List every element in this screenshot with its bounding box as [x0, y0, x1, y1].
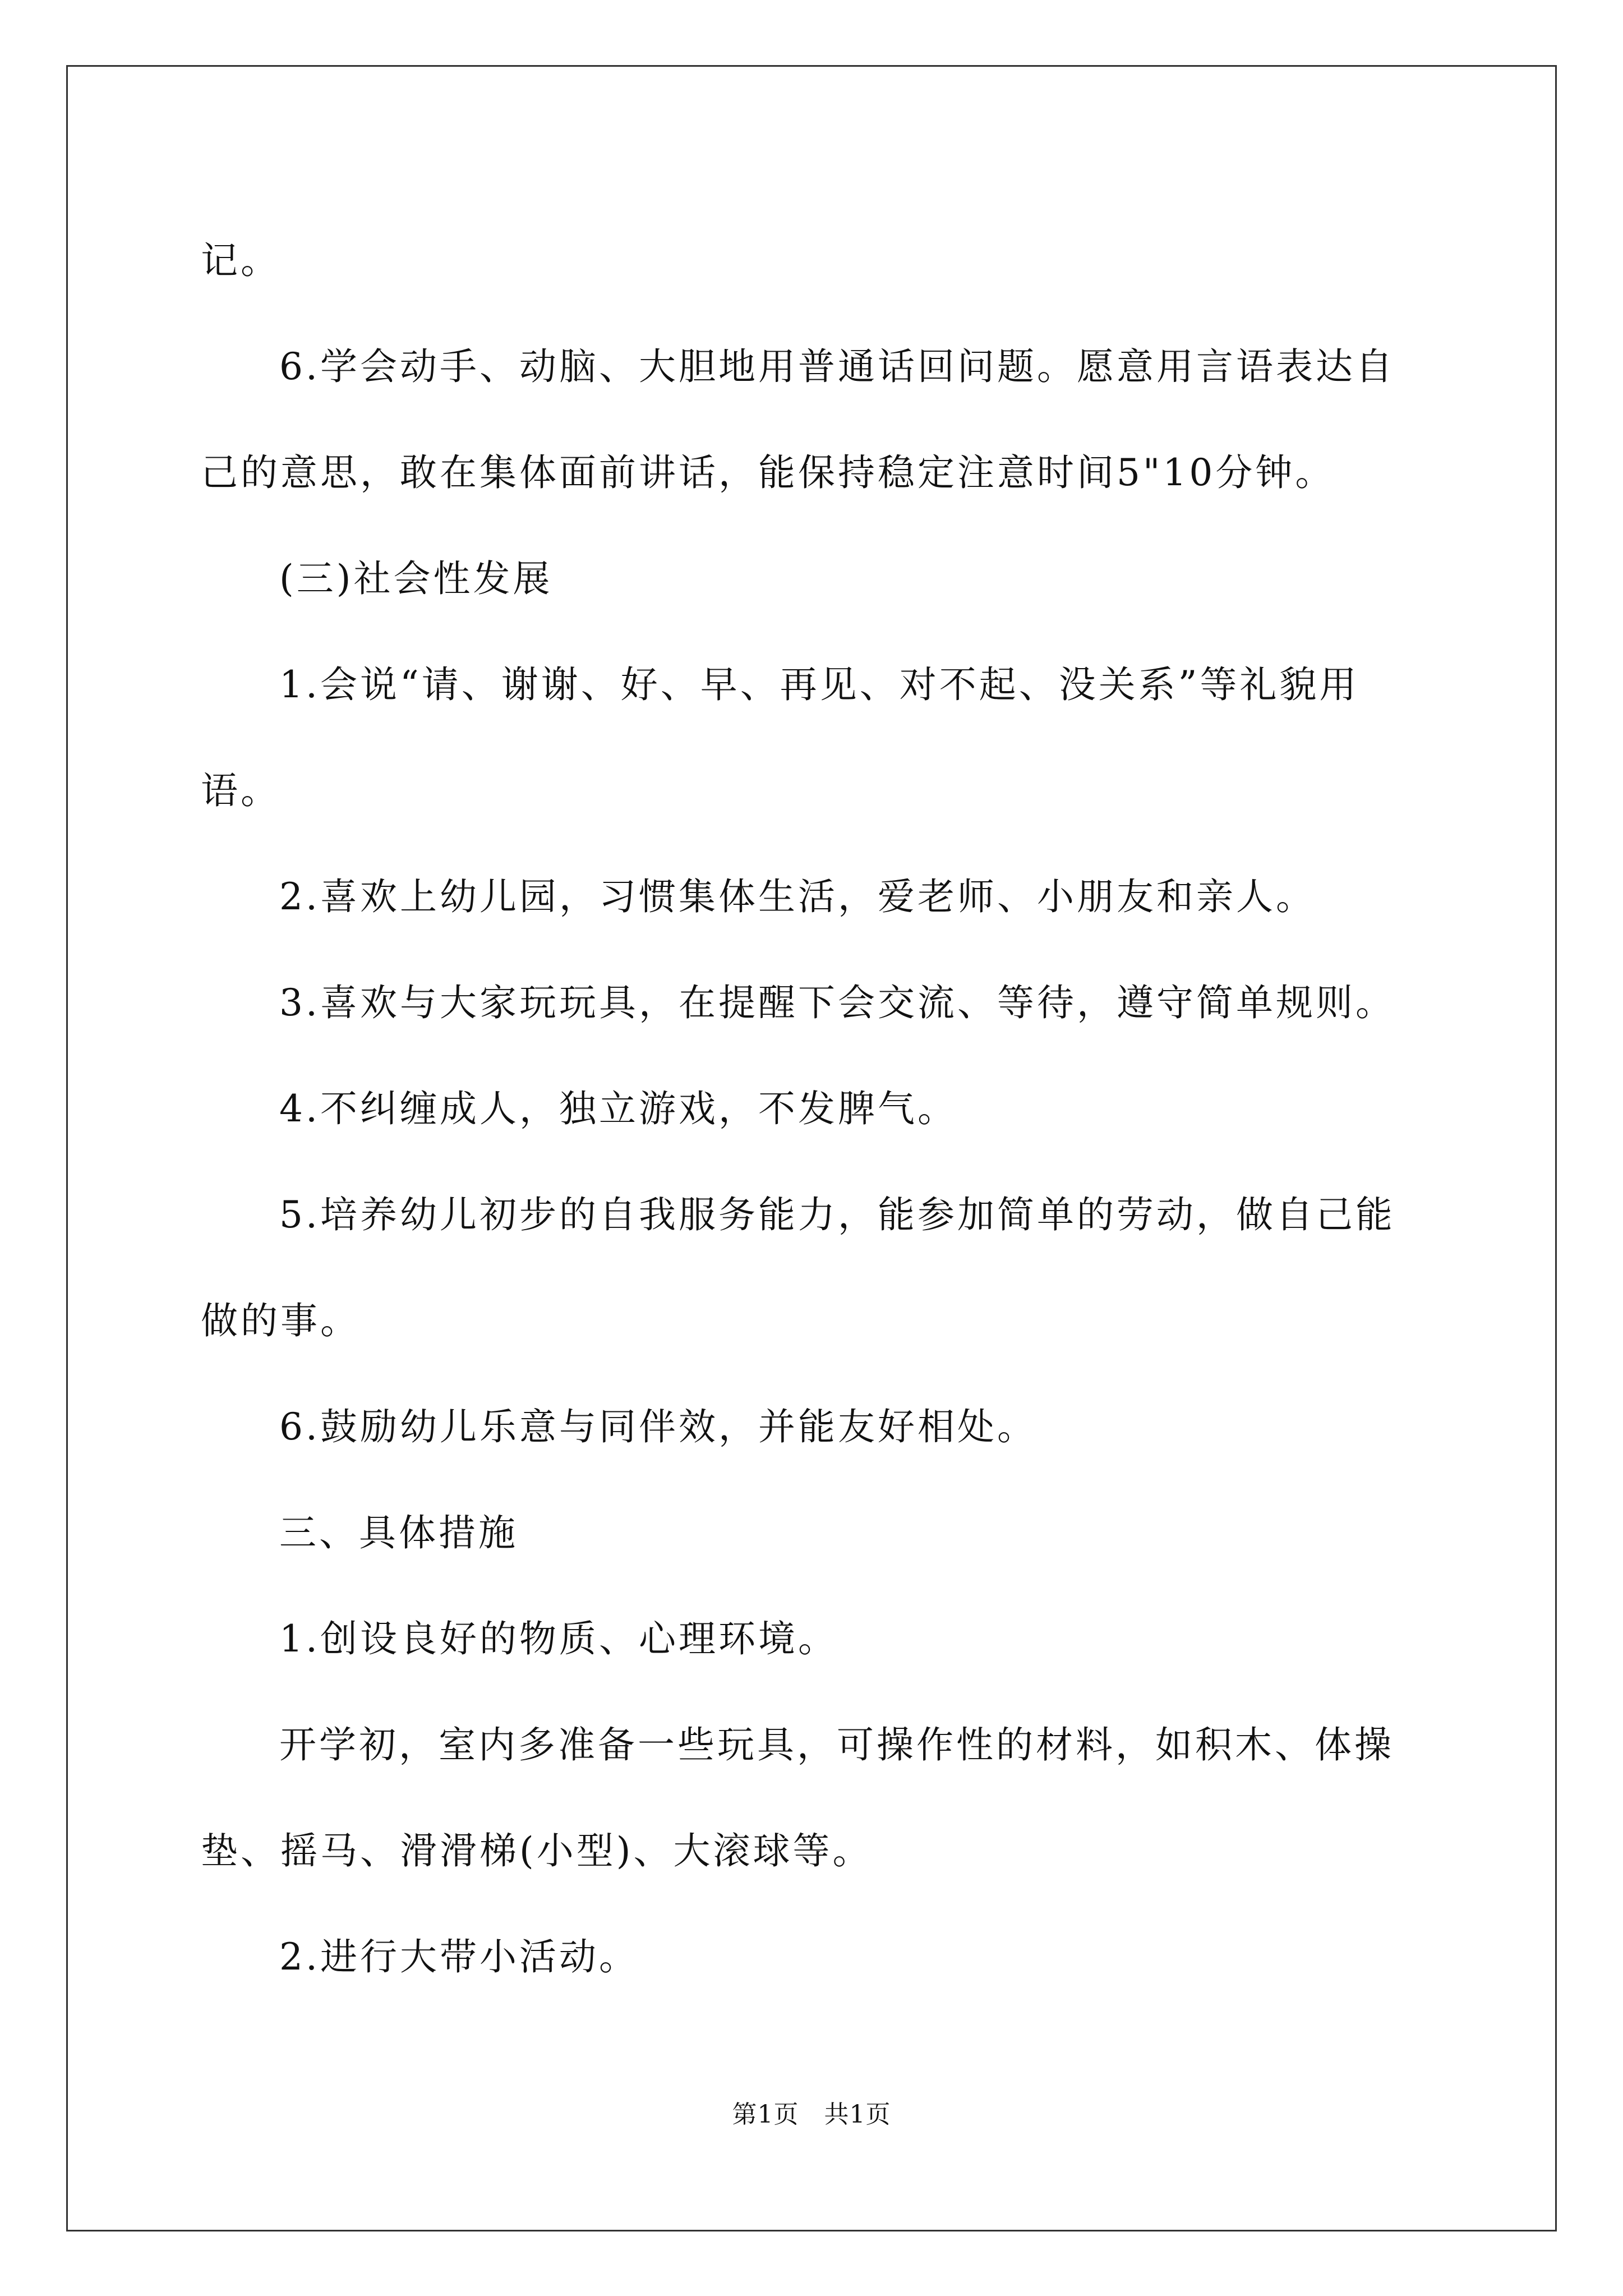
paragraph-item-2: 2.喜欢上幼儿园，习惯集体生活，爱老师、小朋友和亲人。	[279, 875, 1316, 918]
paragraph-item-5-line1: 5.培养幼儿初步的自我服务能力，能参加简单的劳动，做自己能	[279, 1193, 1395, 1236]
section-heading-social: (三)社会性发展	[279, 557, 553, 600]
paragraph-measure-1-detail-line1: 开学初，室内多准备一些玩具，可操作性的材料，如积木、体操	[279, 1723, 1394, 1766]
paragraph-item-3: 3.喜欢与大家玩玩具，在提醒下会交流、等待，遵守简单规则。	[279, 981, 1395, 1024]
page-footer: 第1页 共1页	[732, 2100, 891, 2129]
paragraph-measure-2: 2.进行大带小活动。	[279, 1935, 639, 1978]
paragraph-item-1-line1: 1.会说“请、谢谢、好、早、再见、对不起、没关系”等礼貌用	[279, 663, 1359, 706]
paragraph-item-5-line2: 做的事。	[201, 1299, 360, 1342]
paragraph-continuation: 记。	[201, 239, 280, 282]
paragraph-item-6-line2: 己的意思，敢在集体面前讲话，能保持稳定注意时间5"10分钟。	[201, 451, 1335, 494]
paragraph-item-6-line1: 6.学会动手、动脑、大胆地用普通话回问题。愿意用言语表达自	[279, 345, 1395, 388]
paragraph-item-6b: 6.鼓励幼儿乐意与同伴效，并能友好相处。	[279, 1405, 1037, 1448]
section-heading-measures: 三、具体措施	[279, 1511, 518, 1554]
paragraph-item-4: 4.不纠缠成人，独立游戏，不发脾气。	[279, 1087, 957, 1130]
paragraph-measure-1-detail-line2: 垫、摇马、滑滑梯(小型)、大滚球等。	[201, 1829, 873, 1872]
paragraph-measure-1: 1.创设良好的物质、心理环境。	[279, 1617, 838, 1660]
document-body	[201, 208, 1423, 2010]
paragraph-item-1-line2: 语。	[201, 769, 280, 812]
